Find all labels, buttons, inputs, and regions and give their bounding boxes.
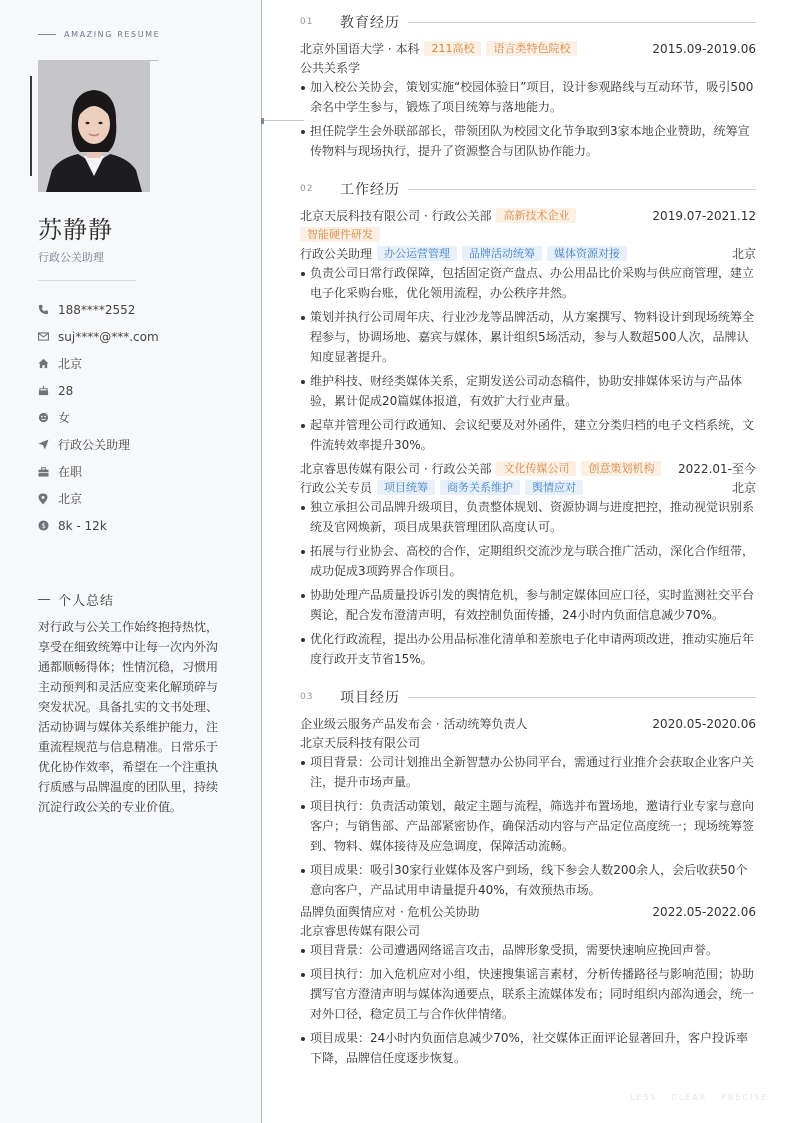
salary-icon (38, 520, 58, 531)
list-item: 策划并执行公司周年庆、行业沙龙等品牌活动，从方案撰写、物料设计到现场统筹全程参与，协调场地、嘉宾与媒体，累计组织5场活动，参与人数超500人次，品牌认知度显著提升。 (300, 307, 756, 367)
project-name: 企业级云服务产品发布会 · 活动统筹负责人 (300, 717, 528, 731)
contact-phone: 188****2552 (38, 296, 159, 323)
education-major: 公共关系学 (300, 61, 361, 75)
job-role: 行政公关助理 (300, 247, 373, 261)
summary-heading: 个人总结 (38, 590, 114, 609)
contact-age: 28 (38, 377, 159, 404)
company-name: 北京天辰科技有限公司 · 行政公关部 (300, 209, 492, 223)
project-date: 2022.05-2022.06 (652, 904, 756, 919)
contact-home: 北京 (38, 350, 159, 377)
role-tag: 项目统筹 (377, 480, 435, 495)
divider-tick (261, 118, 264, 124)
project-entry (300, 714, 756, 904)
gender-icon (38, 412, 58, 423)
role-tag: 舆情应对 (525, 480, 583, 495)
contact-list (38, 296, 159, 539)
project-entry (300, 902, 756, 1072)
footer-watermark: LESS · CLEAR · PRECISE (630, 1093, 769, 1102)
divider (38, 280, 136, 281)
role-tag: 媒体资源对接 (547, 246, 627, 261)
list-item: 独立承担公司品牌升级项目，负责整体规划、资源协调与进度把控，推动视觉识别系统及官网焕新，项目成果获管理团队高度认可。 (300, 497, 756, 537)
list-item: 优化行政流程，提出办公用品标准化清单和差旅电子化申请两项改进，推动实施后年度行政开支节省15%。 (300, 629, 756, 669)
project-company: 北京睿思传媒有限公司 (300, 924, 421, 938)
job-date: 2022.01-至今 (678, 462, 756, 476)
project-name: 品牌负面舆情应对 · 危机公关协助 (300, 905, 480, 919)
sidebar (0, 0, 262, 1123)
school-name: 北京外国语大学 · 本科 (300, 42, 420, 56)
list-item: 协助处理产品质量投诉引发的舆情危机，参与制定媒体回应口径，实时监测社交平台舆论，配合发布澄清声明，有效控制负面传播，24小时内负面信息减少70%。 (300, 585, 756, 625)
phone-icon (38, 304, 58, 315)
project-company: 北京天辰科技有限公司 (300, 736, 421, 750)
avatar (38, 60, 150, 192)
list-item: 项目成果：24小时内负面信息减少70%，社交媒体正面评论显著回升，客户投诉率下降，品牌信任度逐步恢复。 (300, 1028, 756, 1068)
project-bullets (300, 940, 756, 1068)
contact-location: 北京 (38, 485, 159, 512)
role-tag: 品牌活动统筹 (462, 246, 542, 261)
section-header-work: 02 工作经历 (300, 179, 756, 199)
work-entry (300, 459, 756, 673)
list-item: 项目成果：吸引30家行业媒体及客户到场，线下参会人数200余人，会后收获50个意向客户，产品试用申请量提升40%，有效预热市场。 (300, 860, 756, 900)
section-header-education: 01 教育经历 (300, 12, 756, 32)
list-item: 加入校公关协会，策划实施“校园体验日”项目，设计参观路线与互动环节，吸引500余名中学生参与，锻炼了项目统筹与落地能力。 (300, 77, 756, 117)
list-item: 项目背景：公司计划推出全新智慧办公协同平台，需通过行业推介会获取企业客户关注，提升市场声量。 (300, 752, 756, 792)
role-tag: 商务关系维护 (440, 480, 520, 495)
contact-email: suj****@***.com (38, 323, 159, 350)
education-bullets (300, 77, 756, 161)
job-bullets (300, 497, 756, 669)
list-item: 项目背景：公司遭遇网络谣言攻击，品牌形象受损，需要快速响应挽回声誉。 (300, 940, 756, 960)
brand-label (38, 30, 160, 39)
list-item: 项目执行：负责活动策划，敲定主题与流程，筛选并布置场地，邀请行业专家与意向客户；与销售部、产品部紧密协作，确保活动内容与产品定位高度统一；现场统筹签到、物料、媒体接待及应急调度，保障活动流畅。 (300, 796, 756, 856)
profile-title: 行政公关助理 (38, 251, 104, 264)
svg-text:$: $ (41, 521, 46, 530)
company-tag: 创意策划机构 (581, 461, 661, 476)
job-city: 北京 (731, 481, 756, 495)
company-tag: 高新技术企业 (496, 208, 576, 223)
cake-icon (38, 385, 58, 396)
work-entry (300, 206, 756, 459)
education-date: 2015.09-2019.06 (652, 41, 756, 56)
contact-gender: 女 (38, 404, 159, 431)
project-bullets (300, 752, 756, 900)
briefcase-icon (38, 467, 58, 477)
company-tag: 智能硬件研发 (300, 227, 380, 242)
project-date: 2020.05-2020.06 (652, 716, 756, 731)
job-city: 北京 (731, 247, 756, 261)
list-item: 拓展与行业协会、高校的合作，定期组织交流沙龙与联合推广活动，深化合作纽带，成功促成3项跨界合作项目。 (300, 541, 756, 581)
divider-tick-line (264, 120, 304, 121)
mail-icon (38, 332, 58, 341)
brand-text: AMAZING RESUME (64, 30, 161, 39)
job-date: 2019.07-2021.12 (652, 208, 756, 223)
job-role: 行政公关专员 (300, 481, 373, 495)
contact-salary: $ 8k - 12k (38, 512, 159, 539)
list-item: 维护科技、财经类媒体关系，定期发送公司动态稿件，协助安排媒体采访与产品体验，累计促成20篇媒体报道，有效扩大行业声量。 (300, 371, 756, 411)
education-entry (300, 39, 756, 165)
job-bullets (300, 263, 756, 455)
send-icon (38, 439, 58, 450)
location-icon (38, 493, 58, 505)
list-item: 项目执行：加入危机应对小组，快速搜集谣言素材，分析传播路径与影响范围；协助撰写官方澄清声明与媒体沟通要点，联系主流媒体发布；同时组织内部沟通会，统一对外口径，稳定员工与合作伙伴情绪。 (300, 964, 756, 1024)
summary-text: 对行政与公关工作始终抱持热忱，享受在细致统筹中让每一次内外沟通都顺畅得体；性情沉稳，习惯用主动预判和灵活应变来化解琐碎与突发状况。具备扎实的文书处理、活动协调与媒体关系维护能力，注重流程规范与信息精准。日常乐于优化协作效率，希望在一个注重执行质感与品牌温度的团队里，持续沉淀行政公关的专业价值。 (38, 620, 219, 814)
profile-name: 苏静静 (38, 216, 113, 244)
list-item: 担任院学生会外联部部长，带领团队为校园文化节争取到3家本地企业赞助，统筹宣传物料与现场执行，提升了资源整合与团队协作能力。 (300, 121, 756, 161)
list-item: 负责公司日常行政保障，包括固定资产盘点、办公用品比价采购与供应商管理，建立电子化采购台账，优化领用流程，办公秩序井然。 (300, 263, 756, 303)
home-icon (38, 358, 58, 369)
list-item: 起草并管理公司行政通知、会议纪要及对外函件，建立分类归档的电子文档系统，文件流转效率提升30%。 (300, 415, 756, 455)
role-tag: 办公运营管理 (377, 246, 457, 261)
school-tag: 211高校 (424, 41, 481, 56)
section-header-projects: 03 项目经历 (300, 687, 756, 707)
contact-status: 在职 (38, 458, 159, 485)
contact-target-role: 行政公关助理 (38, 431, 159, 458)
company-tag: 文化传媒公司 (496, 461, 576, 476)
company-name: 北京睿思传媒有限公司 · 行政公关部 (300, 462, 492, 476)
school-tag: 语言类特色院校 (486, 41, 577, 56)
